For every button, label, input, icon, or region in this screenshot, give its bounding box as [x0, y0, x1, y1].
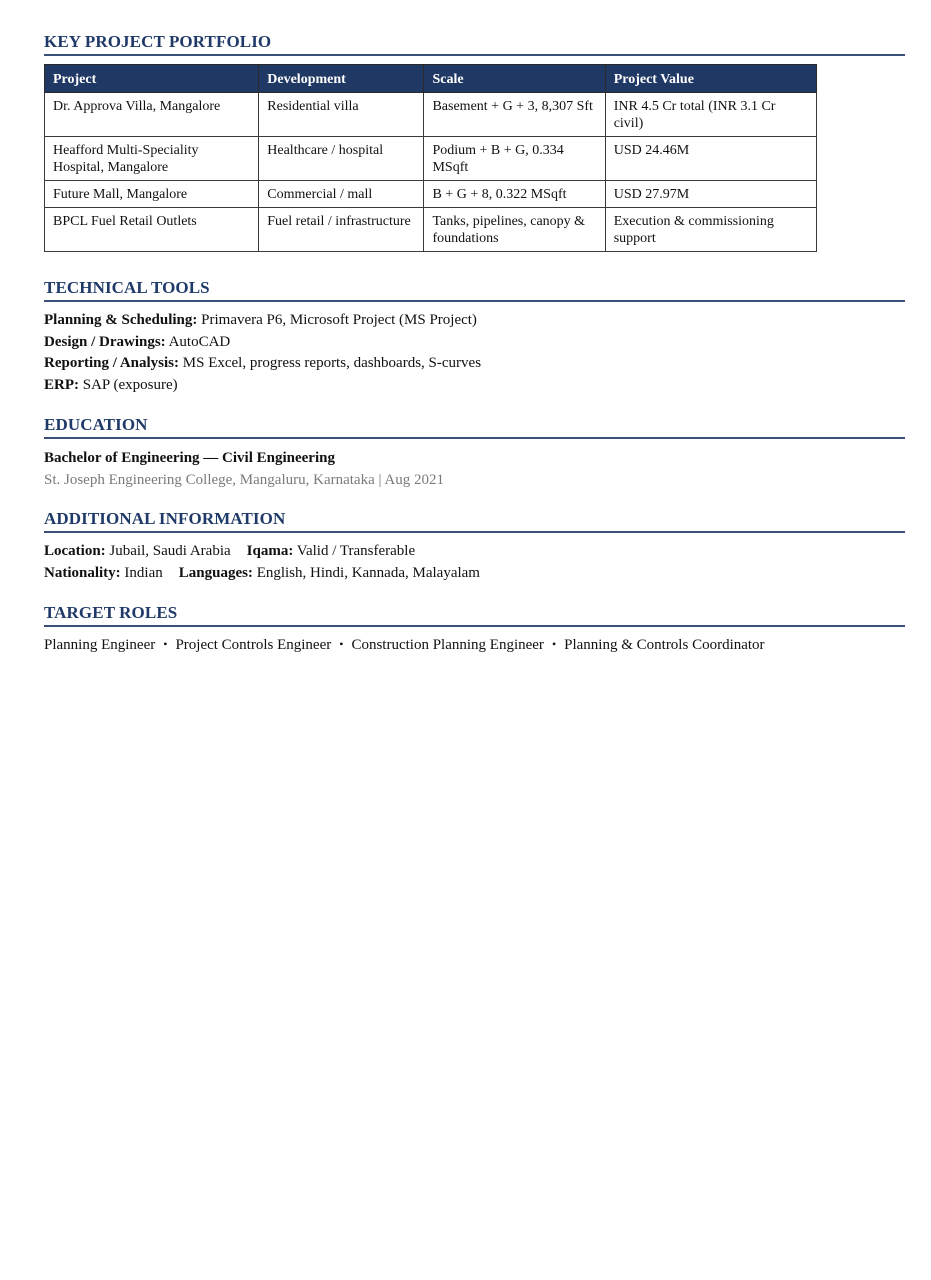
table-cell: B + G + 8, 0.322 MSqft — [424, 181, 605, 208]
tool-line-design — [44, 332, 481, 354]
additional-section-title: ADDITIONAL INFORMATION — [44, 509, 905, 533]
table-row — [45, 208, 817, 252]
tools-section-title: TECHNICAL TOOLS — [44, 278, 905, 302]
tool-label: Planning & Scheduling: — [44, 312, 198, 328]
nationality-value: Indian — [120, 564, 163, 581]
tool-value: AutoCAD — [165, 333, 231, 350]
education-entry — [44, 448, 444, 491]
column-header-project-value: Project Value — [605, 65, 816, 93]
additional-info — [44, 541, 480, 584]
role-item: Planning Engineer — [44, 637, 156, 653]
bullet-separator: • — [163, 637, 168, 651]
column-header-development: Development — [259, 65, 424, 93]
tool-label: Reporting / Analysis: — [44, 355, 180, 371]
portfolio-table — [44, 64, 817, 252]
table-row — [45, 181, 817, 208]
tools-list — [44, 310, 481, 396]
tool-label: ERP: — [44, 376, 79, 393]
tool-line-planning — [44, 310, 481, 332]
column-header-scale: Scale — [424, 65, 605, 93]
institution: St. Joseph Engineering College, Mangaluru, Karnataka | Aug 2021 — [44, 471, 445, 488]
bullet-separator: • — [339, 637, 344, 651]
tool-value: Primavera P6, Microsoft Project (MS Project) — [197, 312, 477, 328]
table-cell: BPCL Fuel Retail Outlets — [45, 208, 259, 252]
roles-section-title: TARGET ROLES — [44, 603, 905, 627]
tool-label: Design / Drawings: — [44, 333, 166, 350]
degree: Bachelor of Engineering — Civil Engineering — [44, 450, 335, 466]
role-item: Construction Planning Engineer — [351, 637, 544, 653]
bullet-separator: • — [551, 637, 557, 651]
table-cell: Commercial / mall — [259, 181, 424, 208]
table-cell: Residential villa — [259, 93, 424, 137]
table-row — [45, 137, 817, 181]
additional-line-1 — [44, 541, 480, 563]
table-cell: Fuel retail / infrastructure — [259, 208, 424, 252]
location-label: Location: — [44, 543, 106, 559]
table-cell: USD 27.97M — [605, 181, 816, 208]
table-cell: Future Mall, Mangalore — [45, 181, 259, 208]
location-value: Jubail, Saudi Arabia — [105, 543, 231, 559]
additional-line-2 — [44, 563, 480, 585]
role-item: Planning & Controls Coordinator — [564, 637, 765, 653]
table-cell: Healthcare / hospital — [259, 137, 424, 181]
column-header-project: Project — [45, 65, 259, 93]
nationality-label: Nationality: — [44, 564, 121, 581]
tool-line-reporting — [44, 353, 481, 375]
table-cell: Tanks, pipelines, canopy & foundations — [424, 208, 605, 252]
languages-label: Languages: — [178, 564, 253, 581]
iqama-value: Valid / Transferable — [293, 543, 416, 559]
iqama-label: Iqama: — [246, 543, 294, 559]
table-cell: Podium + B + G, 0.334 MSqft — [424, 137, 605, 181]
tool-line-erp — [44, 375, 481, 397]
tool-value: SAP (exposure) — [79, 376, 178, 393]
table-row — [45, 93, 817, 137]
table-cell: INR 4.5 Cr total (INR 3.1 Cr civil) — [605, 93, 816, 137]
table-header-row — [45, 65, 817, 93]
table-cell: Dr. Approva Villa, Mangalore — [45, 93, 259, 137]
table-cell: Execution & commissioning support — [605, 208, 816, 252]
table-cell: Basement + G + 3, 8,307 Sft — [424, 93, 605, 137]
portfolio-section-title: KEY PROJECT PORTFOLIO — [44, 32, 905, 56]
tool-value: MS Excel, progress reports, dashboards, S-curves — [179, 355, 482, 371]
target-roles-list — [44, 635, 765, 657]
table-cell: Heafford Multi-Speciality Hospital, Mangalore — [45, 137, 259, 181]
education-section-title: EDUCATION — [44, 415, 905, 439]
languages-value: English, Hindi, Kannada, Malayalam — [252, 564, 480, 581]
table-cell: USD 24.46M — [605, 137, 816, 181]
role-item: Project Controls Engineer — [175, 637, 332, 653]
